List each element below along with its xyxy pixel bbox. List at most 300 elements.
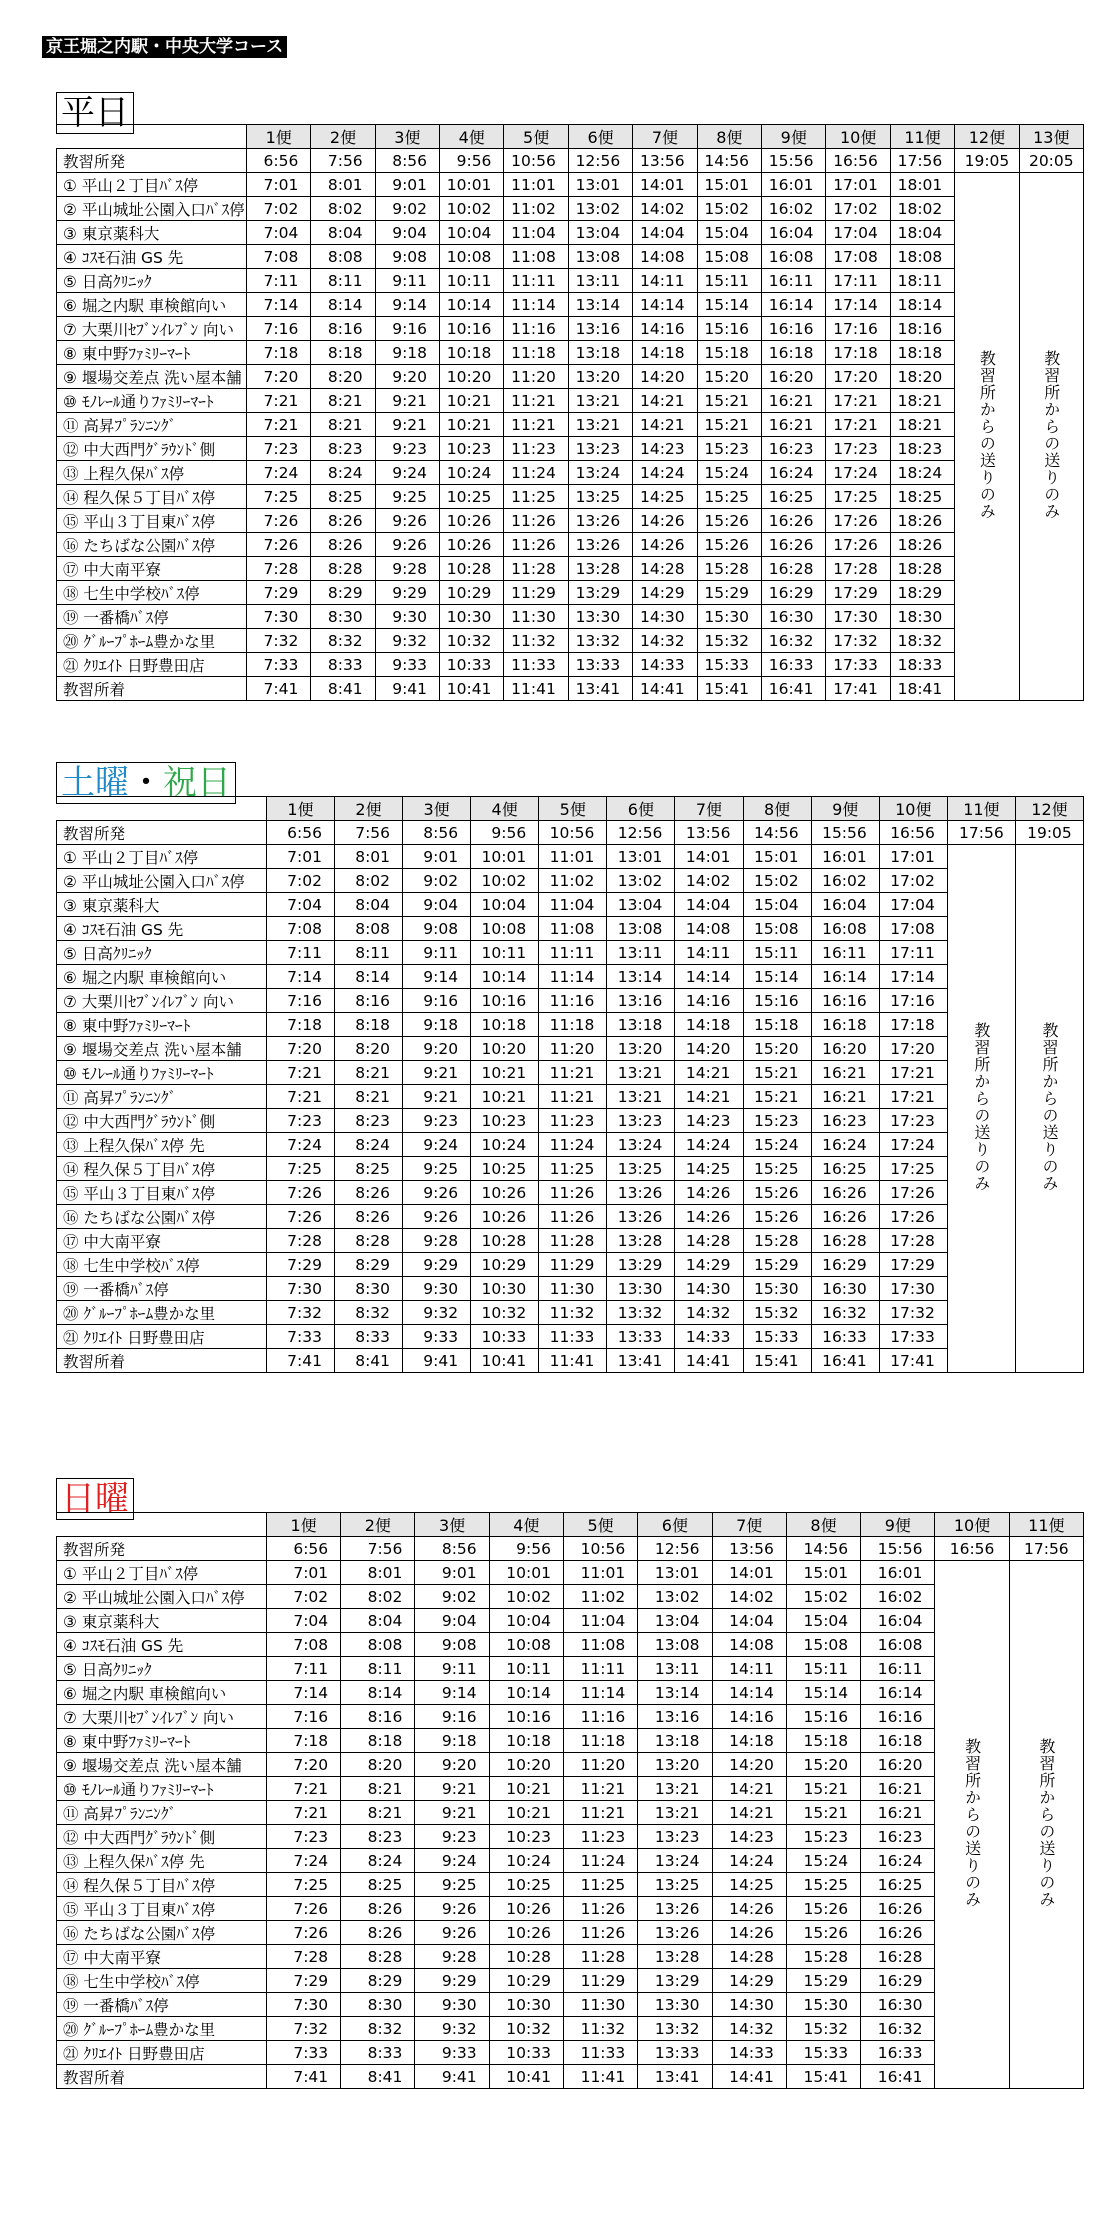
bus-number: 10便 (935, 1513, 1009, 1537)
time-cell: 10:02 (489, 1585, 563, 1609)
dropoff-only-note-text: 教習所からの送りのみ (962, 1737, 982, 1908)
time-cell: 11:16 (504, 317, 568, 341)
time-cell: 15:14 (786, 1681, 860, 1705)
time-cell: 16:26 (861, 1921, 935, 1945)
time-cell: 16:16 (861, 1705, 935, 1729)
time-cell: 18:21 (890, 389, 954, 413)
time-cell: 10:30 (489, 1993, 563, 2017)
time-cell: 8:21 (311, 389, 375, 413)
time-cell: 10:30 (440, 605, 504, 629)
stop-name: ⑩ ﾓﾉﾚｰﾙ通りﾌｧﾐﾘｰﾏｰﾄ (57, 1061, 267, 1085)
time-cell: 9:26 (375, 533, 439, 557)
time-cell: 17:29 (879, 1253, 947, 1277)
time-cell: 12:56 (607, 821, 675, 845)
saturday-holiday-timetable (56, 796, 1084, 1373)
time-cell: 16:24 (861, 1849, 935, 1873)
time-cell: 10:01 (440, 173, 504, 197)
time-cell: 7:23 (246, 437, 310, 461)
time-cell: 10:20 (471, 1037, 539, 1061)
time-cell: 17:30 (826, 605, 890, 629)
time-cell: 11:21 (504, 389, 568, 413)
time-cell: 9:04 (415, 1609, 489, 1633)
time-cell: 7:08 (266, 1633, 340, 1657)
time-cell: 16:20 (811, 1037, 879, 1061)
time-cell: 9:21 (415, 1777, 489, 1801)
time-cell: 13:41 (568, 677, 632, 701)
table-row (57, 1777, 1084, 1801)
time-cell: 13:23 (638, 1825, 712, 1849)
stop-name: ③ 東京薬科大 (57, 893, 267, 917)
dropoff-only-note-text: 教習所からの送りのみ (977, 349, 997, 520)
time-cell: 14:28 (633, 557, 697, 581)
time-cell: 8:41 (334, 1349, 402, 1373)
time-cell: 14:08 (675, 917, 743, 941)
time-cell: 9:08 (375, 245, 439, 269)
time-cell: 10:02 (440, 197, 504, 221)
stop-name: ⑦ 大栗川ｾﾌﾞﾝｲﾚﾌﾞﾝ 向い (57, 317, 247, 341)
time-cell: 13:25 (638, 1873, 712, 1897)
time-cell: 18:20 (890, 365, 954, 389)
time-cell: 14:26 (712, 1897, 786, 1921)
time-cell: 17:25 (826, 485, 890, 509)
stop-name: ⑨ 堰場交差点 洗い屋本舗 (57, 365, 247, 389)
time-cell: 10:24 (471, 1133, 539, 1157)
time-cell: 8:33 (341, 2041, 415, 2065)
time-cell: 9:11 (403, 941, 471, 965)
stop-name: ⑳ ｸﾞﾙｰﾌﾟﾎｰﾑ豊かな里 (57, 2017, 267, 2041)
time-cell: 14:29 (675, 1253, 743, 1277)
time-cell: 15:21 (786, 1801, 860, 1825)
time-cell: 9:56 (440, 149, 504, 173)
time-cell: 16:14 (861, 1681, 935, 1705)
time-cell: 17:23 (826, 437, 890, 461)
time-cell: 9:25 (375, 485, 439, 509)
time-cell: 9:30 (375, 605, 439, 629)
time-cell: 14:16 (675, 989, 743, 1013)
table-row (57, 653, 1084, 677)
time-cell: 14:16 (633, 317, 697, 341)
time-cell: 14:26 (675, 1181, 743, 1205)
time-cell: 17:04 (879, 893, 947, 917)
time-cell: 15:14 (697, 293, 761, 317)
time-cell: 7:26 (246, 533, 310, 557)
time-cell: 13:01 (638, 1561, 712, 1585)
table-row (57, 1325, 1084, 1349)
time-cell: 7:02 (246, 197, 310, 221)
time-cell: 9:02 (403, 869, 471, 893)
dropoff-only-note (1019, 173, 1083, 701)
time-cell: 11:24 (504, 461, 568, 485)
time-cell: 14:23 (633, 437, 697, 461)
time-cell: 10:20 (440, 365, 504, 389)
time-cell: 16:08 (811, 917, 879, 941)
time-cell: 16:21 (861, 1801, 935, 1825)
time-cell: 10:20 (489, 1753, 563, 1777)
stop-name: ① 平山２丁目ﾊﾞｽ停 (57, 1561, 267, 1585)
table-row (57, 2017, 1084, 2041)
stop-name: ⑩ ﾓﾉﾚｰﾙ通りﾌｧﾐﾘｰﾏｰﾄ (57, 389, 247, 413)
time-cell: 16:16 (811, 989, 879, 1013)
time-cell: 7:20 (246, 365, 310, 389)
bus-number: 9便 (861, 1513, 935, 1537)
time-cell: 8:26 (311, 509, 375, 533)
time-cell: 13:41 (607, 1349, 675, 1373)
time-cell: 14:01 (712, 1561, 786, 1585)
time-cell: 9:18 (375, 341, 439, 365)
table-row (57, 821, 1084, 845)
time-cell: 10:08 (440, 245, 504, 269)
time-cell: 14:33 (633, 653, 697, 677)
stop-name: 教習所着 (57, 677, 247, 701)
time-cell: 17:32 (826, 629, 890, 653)
time-cell: 7:29 (266, 1253, 334, 1277)
time-cell: 9:24 (415, 1849, 489, 1873)
time-cell: 11:02 (539, 869, 607, 893)
time-cell: 10:26 (440, 533, 504, 557)
time-cell: 15:21 (697, 389, 761, 413)
time-cell: 7:56 (311, 149, 375, 173)
time-cell: 8:33 (334, 1325, 402, 1349)
time-cell: 9:01 (403, 845, 471, 869)
table-row (57, 197, 1084, 221)
time-cell: 16:41 (861, 2065, 935, 2089)
time-cell: 16:23 (762, 437, 826, 461)
time-cell: 10:32 (489, 2017, 563, 2041)
time-cell: 10:25 (440, 485, 504, 509)
bus-number: 4便 (471, 797, 539, 821)
time-cell: 16:21 (811, 1085, 879, 1109)
time-cell: 16:11 (811, 941, 879, 965)
time-cell: 15:02 (697, 197, 761, 221)
time-cell: 14:25 (633, 485, 697, 509)
bus-number: 9便 (811, 797, 879, 821)
time-cell: 10:41 (489, 2065, 563, 2089)
time-cell: 8:14 (311, 293, 375, 317)
time-cell: 10:14 (471, 965, 539, 989)
time-cell: 10:08 (471, 917, 539, 941)
time-cell: 11:33 (539, 1325, 607, 1349)
table-row (57, 1085, 1084, 1109)
time-cell: 8:20 (341, 1753, 415, 1777)
time-cell: 13:32 (607, 1301, 675, 1325)
time-cell: 17:20 (879, 1037, 947, 1061)
time-cell: 10:21 (489, 1801, 563, 1825)
time-cell: 11:11 (504, 269, 568, 293)
table-row (57, 629, 1084, 653)
time-cell: 7:28 (246, 557, 310, 581)
table-row (57, 1945, 1084, 1969)
time-cell: 15:02 (743, 869, 811, 893)
stop-name: 教習所着 (57, 2065, 267, 2089)
time-cell: 16:29 (762, 581, 826, 605)
table-row (57, 533, 1084, 557)
time-cell: 13:30 (568, 605, 632, 629)
time-cell: 16:01 (762, 173, 826, 197)
time-cell: 11:33 (504, 653, 568, 677)
stop-name: ④ ｺｽﾓ石油 GS 先 (57, 1633, 267, 1657)
time-cell: 7:24 (266, 1133, 334, 1157)
departure-only-time: 16:56 (935, 1537, 1009, 1561)
time-cell: 16:26 (811, 1205, 879, 1229)
time-cell: 14:02 (633, 197, 697, 221)
stop-name: ⑫ 中大西門ｸﾞﾗｳﾝﾄﾞ側 (57, 1825, 267, 1849)
time-cell: 14:30 (633, 605, 697, 629)
stop-name: ⑲ 一番橋ﾊﾞｽ停 (57, 1277, 267, 1301)
time-cell: 15:28 (786, 1945, 860, 1969)
stop-name: ⑭ 程久保５丁目ﾊﾞｽ停 (57, 485, 247, 509)
time-cell: 7:28 (266, 1229, 334, 1253)
time-cell: 7:18 (246, 341, 310, 365)
time-cell: 9:11 (375, 269, 439, 293)
stop-name: ④ ｺｽﾓ石油 GS 先 (57, 917, 267, 941)
time-cell: 11:14 (563, 1681, 637, 1705)
table-row (57, 389, 1084, 413)
time-cell: 13:41 (638, 2065, 712, 2089)
time-cell: 18:23 (890, 437, 954, 461)
time-cell: 15:04 (743, 893, 811, 917)
time-cell: 17:21 (879, 1085, 947, 1109)
time-cell: 15:29 (697, 581, 761, 605)
stop-name: ⑱ 七生中学校ﾊﾞｽ停 (57, 1253, 267, 1277)
time-cell: 15:56 (861, 1537, 935, 1561)
time-cell: 11:02 (563, 1585, 637, 1609)
time-cell: 11:21 (539, 1061, 607, 1085)
stop-name: ⑧ 東中野ﾌｧﾐﾘｰﾏｰﾄ (57, 1729, 267, 1753)
time-cell: 17:26 (826, 533, 890, 557)
time-cell: 16:32 (811, 1301, 879, 1325)
sunday-timetable (56, 1512, 1084, 2089)
time-cell: 9:01 (375, 173, 439, 197)
time-cell: 11:30 (539, 1277, 607, 1301)
time-cell: 7:21 (266, 1801, 340, 1825)
time-cell: 14:56 (697, 149, 761, 173)
time-cell: 7:21 (266, 1777, 340, 1801)
time-cell: 15:33 (743, 1325, 811, 1349)
table-row (57, 989, 1084, 1013)
time-cell: 10:41 (471, 1349, 539, 1373)
table-row (57, 1753, 1084, 1777)
stop-name: ⑤ 日高ｸﾘﾆｯｸ (57, 1657, 267, 1681)
bus-number: 7便 (675, 797, 743, 821)
time-cell: 13:08 (568, 245, 632, 269)
time-cell: 17:04 (826, 221, 890, 245)
time-cell: 8:01 (311, 173, 375, 197)
stop-name: ⑦ 大栗川ｾﾌﾞﾝｲﾚﾌﾞﾝ 向い (57, 1705, 267, 1729)
table-row (57, 1537, 1084, 1561)
time-cell: 10:11 (471, 941, 539, 965)
time-cell: 14:26 (675, 1205, 743, 1229)
time-cell: 15:26 (786, 1897, 860, 1921)
stop-name: ⑳ ｸﾞﾙｰﾌﾟﾎｰﾑ豊かな里 (57, 1301, 267, 1325)
time-cell: 9:33 (415, 2041, 489, 2065)
time-cell: 8:30 (341, 1993, 415, 2017)
time-cell: 17:41 (879, 1349, 947, 1373)
time-cell: 15:28 (743, 1229, 811, 1253)
stop-name: ② 平山城址公園入口ﾊﾞｽ停 (57, 869, 267, 893)
time-cell: 17:28 (826, 557, 890, 581)
time-cell: 16:04 (811, 893, 879, 917)
time-cell: 18:26 (890, 533, 954, 557)
time-cell: 10:26 (471, 1181, 539, 1205)
time-cell: 16:30 (811, 1277, 879, 1301)
time-cell: 9:08 (403, 917, 471, 941)
table-row (57, 1921, 1084, 1945)
time-cell: 10:02 (471, 869, 539, 893)
time-cell: 14:11 (712, 1657, 786, 1681)
time-cell: 7:14 (266, 965, 334, 989)
stop-name: ⑥ 堀之内駅 車検館向い (57, 965, 267, 989)
time-cell: 11:32 (539, 1301, 607, 1325)
header-blank (57, 1513, 267, 1537)
time-cell: 16:32 (762, 629, 826, 653)
time-cell: 15:11 (743, 941, 811, 965)
time-cell: 17:14 (826, 293, 890, 317)
time-cell: 15:25 (786, 1873, 860, 1897)
header-blank (57, 797, 267, 821)
time-cell: 14:24 (633, 461, 697, 485)
time-cell: 10:21 (440, 389, 504, 413)
stop-name: ③ 東京薬科大 (57, 221, 247, 245)
time-cell: 11:21 (563, 1777, 637, 1801)
time-cell: 17:33 (879, 1325, 947, 1349)
time-cell: 7:29 (246, 581, 310, 605)
time-cell: 7:26 (246, 509, 310, 533)
stop-name: ⑰ 中大南平寮 (57, 557, 247, 581)
time-cell: 15:04 (697, 221, 761, 245)
table-row (57, 1561, 1084, 1585)
time-cell: 9:29 (403, 1253, 471, 1277)
time-cell: 11:24 (563, 1849, 637, 1873)
time-cell: 18:14 (890, 293, 954, 317)
stop-name: ⑯ たちばな公園ﾊﾞｽ停 (57, 1921, 267, 1945)
stop-name: ⑤ 日高ｸﾘﾆｯｸ (57, 941, 267, 965)
stop-name: 教習所発 (57, 1537, 267, 1561)
time-cell: 11:20 (563, 1753, 637, 1777)
time-cell: 11:11 (539, 941, 607, 965)
time-cell: 15:33 (786, 2041, 860, 2065)
time-cell: 8:21 (334, 1061, 402, 1085)
table-row (57, 2065, 1084, 2089)
time-cell: 13:21 (607, 1085, 675, 1109)
time-cell: 16:21 (811, 1061, 879, 1085)
table-row (57, 1993, 1084, 2017)
time-cell: 8:08 (341, 1633, 415, 1657)
table-row (57, 893, 1084, 917)
time-cell: 10:30 (471, 1277, 539, 1301)
bus-number: 10便 (879, 797, 947, 821)
time-cell: 8:04 (311, 221, 375, 245)
time-cell: 15:56 (762, 149, 826, 173)
time-cell: 7:32 (266, 2017, 340, 2041)
time-cell: 14:20 (675, 1037, 743, 1061)
time-cell: 13:14 (607, 965, 675, 989)
table-row (57, 485, 1084, 509)
bus-number: 8便 (697, 125, 761, 149)
table-row (57, 605, 1084, 629)
time-cell: 15:16 (786, 1705, 860, 1729)
time-cell: 15:24 (743, 1133, 811, 1157)
time-cell: 13:02 (607, 869, 675, 893)
time-cell: 8:23 (341, 1825, 415, 1849)
time-cell: 8:28 (334, 1229, 402, 1253)
stop-name: ⑫ 中大西門ｸﾞﾗｳﾝﾄﾞ側 (57, 1109, 267, 1133)
time-cell: 11:23 (539, 1109, 607, 1133)
time-cell: 9:30 (403, 1277, 471, 1301)
stop-name: ⑬ 上程久保ﾊﾞｽ停 先 (57, 1133, 267, 1157)
time-cell: 11:04 (539, 893, 607, 917)
time-cell: 13:08 (638, 1633, 712, 1657)
time-cell: 11:33 (563, 2041, 637, 2065)
time-cell: 10:28 (440, 557, 504, 581)
time-cell: 16:20 (762, 365, 826, 389)
time-cell: 7:29 (266, 1969, 340, 1993)
time-cell: 10:26 (440, 509, 504, 533)
stop-name: ⑥ 堀之内駅 車検館向い (57, 1681, 267, 1705)
bus-number: 4便 (489, 1513, 563, 1537)
time-cell: 10:28 (471, 1229, 539, 1253)
time-cell: 14:20 (712, 1753, 786, 1777)
time-cell: 9:18 (403, 1013, 471, 1037)
time-cell: 17:20 (826, 365, 890, 389)
table-row (57, 1277, 1084, 1301)
table-row (57, 1657, 1084, 1681)
time-cell: 16:23 (811, 1109, 879, 1133)
time-cell: 6:56 (266, 1537, 340, 1561)
time-cell: 16:25 (861, 1873, 935, 1897)
time-cell: 13:56 (633, 149, 697, 173)
time-cell: 9:11 (415, 1657, 489, 1681)
time-cell: 7:14 (266, 1681, 340, 1705)
time-cell: 17:18 (879, 1013, 947, 1037)
time-cell: 16:23 (861, 1825, 935, 1849)
time-cell: 17:24 (879, 1133, 947, 1157)
time-cell: 14:23 (712, 1825, 786, 1849)
time-cell: 11:24 (539, 1133, 607, 1157)
time-cell: 15:23 (743, 1109, 811, 1133)
time-cell: 11:28 (539, 1229, 607, 1253)
time-cell: 13:14 (568, 293, 632, 317)
time-cell: 14:25 (712, 1873, 786, 1897)
dropoff-only-note-text: 教習所からの送りのみ (1041, 349, 1061, 520)
time-cell: 8:21 (341, 1801, 415, 1825)
time-cell: 13:11 (607, 941, 675, 965)
stop-name: ㉑ ｸﾘｴｲﾄ 日野豊田店 (57, 2041, 267, 2065)
time-cell: 15:24 (786, 1849, 860, 1873)
time-cell: 16:21 (762, 413, 826, 437)
time-cell: 7:18 (266, 1729, 340, 1753)
dropoff-only-note (955, 173, 1019, 701)
time-cell: 14:20 (633, 365, 697, 389)
time-cell: 17:30 (879, 1277, 947, 1301)
time-cell: 9:23 (403, 1109, 471, 1133)
time-cell: 13:18 (607, 1013, 675, 1037)
time-cell: 15:20 (743, 1037, 811, 1061)
time-cell: 15:41 (743, 1349, 811, 1373)
time-cell: 14:26 (633, 509, 697, 533)
time-cell: 15:26 (743, 1205, 811, 1229)
time-cell: 9:23 (415, 1825, 489, 1849)
time-cell: 11:30 (504, 605, 568, 629)
time-cell: 11:29 (504, 581, 568, 605)
time-cell: 13:11 (638, 1657, 712, 1681)
time-cell: 8:18 (341, 1729, 415, 1753)
table-row (57, 1729, 1084, 1753)
time-cell: 8:21 (311, 413, 375, 437)
time-cell: 11:25 (563, 1873, 637, 1897)
time-cell: 18:33 (890, 653, 954, 677)
time-cell: 14:21 (712, 1801, 786, 1825)
sunday-label: 日曜 (56, 1478, 134, 1520)
